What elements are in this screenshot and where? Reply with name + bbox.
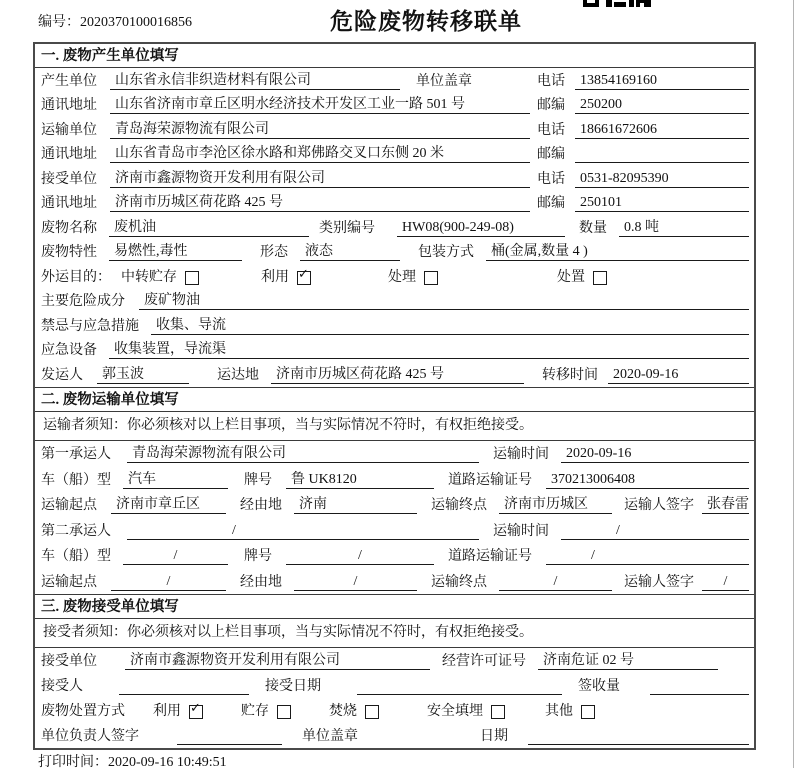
consignor-row [35, 362, 754, 387]
route2-row [35, 568, 754, 594]
purpose-row [35, 264, 754, 289]
checkbox-icon [424, 271, 438, 285]
producer-value: 山东省永信非织造材料有限公司 [110, 69, 400, 90]
transporter-address-value: 山东省青岛市李沧区徐水路和郑佛路交叉口东侧 20 米 [110, 142, 530, 163]
leader-sign-label: 单位负责人签字 [41, 728, 139, 744]
character-label: 废物特性 [41, 245, 97, 260]
acceptor-value [119, 678, 249, 695]
via-label: 经由地 [240, 498, 282, 513]
origin-label: 运输起点 [41, 498, 97, 513]
receiver-phone-value: 0531-82095390 [575, 171, 749, 188]
receiver-zip-group [537, 192, 749, 212]
road-license2-value: / [546, 548, 749, 565]
waste-name-value: 废机油 [109, 216, 309, 237]
consignor-value: 郭玉波 [97, 363, 189, 384]
section-producer-title: 一. 废物产生单位填写 [35, 44, 754, 68]
vehicle-type1-value: 汽车 [123, 468, 228, 489]
print-time [38, 751, 227, 771]
transporter-address-row [35, 142, 754, 167]
checkbox-checked-icon: ✓ [297, 271, 311, 285]
transporter-zip-value [575, 146, 749, 163]
print-time-label: 打印时间： [38, 755, 108, 770]
transport-time2-value: / [561, 523, 749, 540]
receiver-row [35, 166, 754, 191]
unit-seal-label: 单位盖章 [302, 728, 358, 744]
accept-date-label: 接受日期 [265, 678, 321, 694]
section-receiver [35, 594, 754, 748]
print-time-value: 2020-09-16 10:49:51 [108, 755, 227, 770]
transporter-zip-group [537, 143, 749, 163]
vehicle2-row [35, 543, 754, 569]
address-label: 通讯地址 [41, 147, 97, 162]
signed-qty-value [650, 678, 749, 695]
acceptor-label: 接受人 [41, 678, 83, 694]
taboo-value: 收集、导流 [151, 314, 749, 335]
section-receiver-title: 三. 废物接受单位填写 [35, 594, 754, 619]
equipment-label: 应急设备 [41, 343, 97, 358]
section-producer [35, 44, 754, 387]
waste-name-row [35, 215, 754, 240]
equipment-row [35, 338, 754, 363]
transporter-row [35, 117, 754, 142]
transporter-label: 运输单位 [41, 122, 97, 138]
destination-label: 运达地 [217, 367, 259, 383]
quantity-label: 数量 [579, 220, 607, 236]
transporter-phone-group [537, 119, 749, 139]
road-license-label: 道路运输证号 [448, 472, 532, 488]
producer-zip-value: 250200 [575, 97, 749, 114]
plate2-value: / [286, 548, 434, 565]
equipment-value: 收集装置，导流渠 [109, 338, 749, 359]
date-label: 日期 [480, 728, 508, 744]
leader-sign-value [177, 728, 282, 745]
via1-value: 济南 [294, 493, 417, 514]
transfer-time-value: 2020-09-16 [608, 367, 749, 384]
checkbox-icon [365, 705, 379, 719]
route1-row [35, 492, 754, 518]
road-license1-value: 370213006408 [546, 472, 749, 489]
disposal-row [35, 698, 754, 723]
address-label: 通讯地址 [41, 196, 97, 211]
receiver-label: 接受单位 [41, 171, 97, 187]
transporter-value: 青岛海荣源物流有限公司 [110, 118, 530, 139]
carrier1-row [35, 441, 754, 467]
checkbox-icon [277, 705, 291, 719]
end2-value: / [499, 574, 612, 591]
road-license-label: 道路运输证号 [448, 549, 532, 564]
receiver-notice: 接受者须知：你必须核对以上栏目事项，当与实际情况不符时，有权拒绝接受。 [35, 619, 754, 648]
phone-label: 电话 [537, 73, 565, 89]
disposal-option-landfill: 安全填埋 [427, 700, 505, 720]
transport-time-label: 运输时间 [493, 447, 549, 462]
form-label: 形态 [260, 245, 288, 260]
end-label: 运输终点 [431, 574, 487, 590]
end-label: 运输终点 [431, 498, 487, 513]
section-transport [35, 387, 754, 594]
signed-qty-label: 签收量 [578, 678, 620, 694]
disposal-label: 废物处置方式 [41, 703, 125, 719]
transport-time1-value: 2020-09-16 [561, 446, 749, 463]
transporter-sign-label: 运输人签字 [624, 574, 694, 590]
waste-character-row [35, 240, 754, 265]
origin1-value: 济南市章丘区 [111, 493, 226, 514]
document-header [0, 0, 796, 40]
transporter-phone-value: 18661672606 [575, 122, 749, 139]
checkbox-checked-icon: ✓ [189, 705, 203, 719]
producer-phone-group [537, 70, 749, 90]
origin-label: 运输起点 [41, 574, 97, 590]
purpose-option-dispose: 处置 [557, 266, 607, 286]
receiving-unit-row [35, 648, 754, 673]
taboo-label: 禁忌与应急措施 [41, 318, 139, 334]
carrier2-value: / [127, 523, 479, 540]
vehicle-type2-value: / [123, 548, 228, 565]
transfer-time-label: 转移时间 [542, 367, 598, 383]
transporter-sign2-value: / [702, 574, 749, 591]
transporter-sign-label: 运输人签字 [624, 498, 694, 513]
carrier2-label: 第二承运人 [41, 523, 111, 539]
receiving-unit-label: 接受单位 [41, 653, 97, 669]
disposal-option-incinerate: 焚烧 [329, 700, 379, 720]
disposal-option-storage: 贮存 [241, 700, 291, 720]
origin2-value: / [111, 574, 226, 591]
receiver-value: 济南市鑫源物资开发利用有限公司 [110, 167, 530, 188]
plate-label: 牌号 [244, 549, 272, 564]
receiver-address-row [35, 191, 754, 216]
zip-label: 邮编 [537, 196, 565, 211]
producer-address-value: 山东省济南市章丘区明水经济技术开发区工业一路 501 号 [110, 93, 530, 114]
purpose-option-transfer-storage: 中转贮存 [121, 266, 199, 286]
purpose-option-utilize: 利用 ✓ [261, 266, 311, 286]
serial-label: 编号： [38, 15, 80, 30]
producer-label: 产生单位 [41, 73, 97, 89]
document-title: 危险废物转移联单 [330, 9, 522, 34]
carrier1-value: 青岛海荣源物流有限公司 [127, 442, 479, 463]
checkbox-icon [593, 271, 607, 285]
section-transport-title: 二. 废物运输单位填写 [35, 387, 754, 412]
receiver-address-value: 济南市历城区荷花路 425 号 [110, 191, 530, 212]
end1-value: 济南市历城区 [499, 493, 612, 514]
receiver-zip-value: 250101 [575, 195, 749, 212]
plate-label: 牌号 [244, 472, 272, 488]
zip-label: 邮编 [537, 147, 565, 162]
accept-date-value [357, 678, 562, 695]
hazard-value: 废矿物油 [139, 289, 749, 310]
producer-phone-value: 13854169160 [575, 73, 749, 90]
serial-number [38, 11, 192, 31]
via-label: 经由地 [240, 574, 282, 590]
address-label: 通讯地址 [41, 98, 97, 113]
producer-zip-group [537, 94, 749, 114]
phone-label: 电话 [537, 171, 565, 187]
manifest-form [33, 42, 756, 750]
disposal-option-other: 其他 [545, 700, 595, 720]
page-edge-line [793, 0, 794, 768]
serial-value: 2020370100016856 [80, 15, 192, 30]
consignor-label: 发运人 [41, 367, 83, 383]
phone-label: 电话 [537, 122, 565, 138]
carrier2-row [35, 517, 754, 543]
packing-value: 桶(金属,数量 4 ) [486, 240, 749, 261]
leader-sign-row [35, 723, 754, 748]
quantity-value: 0.8 吨 [619, 216, 749, 237]
checkbox-icon [491, 705, 505, 719]
zip-label: 邮编 [537, 98, 565, 113]
hazard-row [35, 289, 754, 314]
seal-label: 单位盖章 [416, 73, 472, 89]
vehicle1-row [35, 466, 754, 492]
category-value: HW08(900-249-08) [397, 220, 565, 237]
checkbox-icon [581, 705, 595, 719]
vehicle-type-label: 车（船）型 [41, 549, 111, 564]
permit-value: 济南危证 02 号 [538, 649, 718, 670]
packing-label: 包装方式 [418, 245, 474, 260]
vehicle-type-label: 车（船）型 [41, 472, 111, 488]
destination-value: 济南市历城区荷花路 425 号 [271, 363, 524, 384]
disposal-option-utilize: 利用 ✓ [153, 700, 203, 720]
hazard-label: 主要危险成分 [41, 294, 125, 309]
waste-name-label: 废物名称 [41, 220, 97, 236]
purpose-label: 外运目的： [41, 269, 111, 285]
transporter-notice: 运输者须知：你必须核对以上栏目事项，当与实际情况不符时，有权拒绝接受。 [35, 412, 754, 441]
plate1-value: 鲁 UK8120 [286, 468, 434, 489]
taboo-row [35, 313, 754, 338]
checkbox-icon [185, 271, 199, 285]
date-value [528, 728, 749, 745]
transport-time-label: 运输时间 [493, 523, 549, 539]
producer-address-row [35, 93, 754, 118]
character-value: 易燃性,毒性 [109, 240, 242, 261]
form-value: 液态 [300, 240, 400, 261]
via2-value: / [294, 574, 417, 591]
acceptor-row [35, 673, 754, 698]
permit-label: 经营许可证号 [442, 653, 526, 669]
receiving-unit-value: 济南市鑫源物资开发利用有限公司 [125, 649, 430, 670]
category-label: 类别编号 [319, 220, 375, 236]
transporter-sign1-value: 张春雷 [702, 493, 749, 514]
carrier1-label: 第一承运人 [41, 447, 111, 462]
purpose-option-treat: 处理 [388, 266, 438, 286]
producer-row [35, 68, 754, 93]
receiver-phone-group [537, 168, 749, 188]
